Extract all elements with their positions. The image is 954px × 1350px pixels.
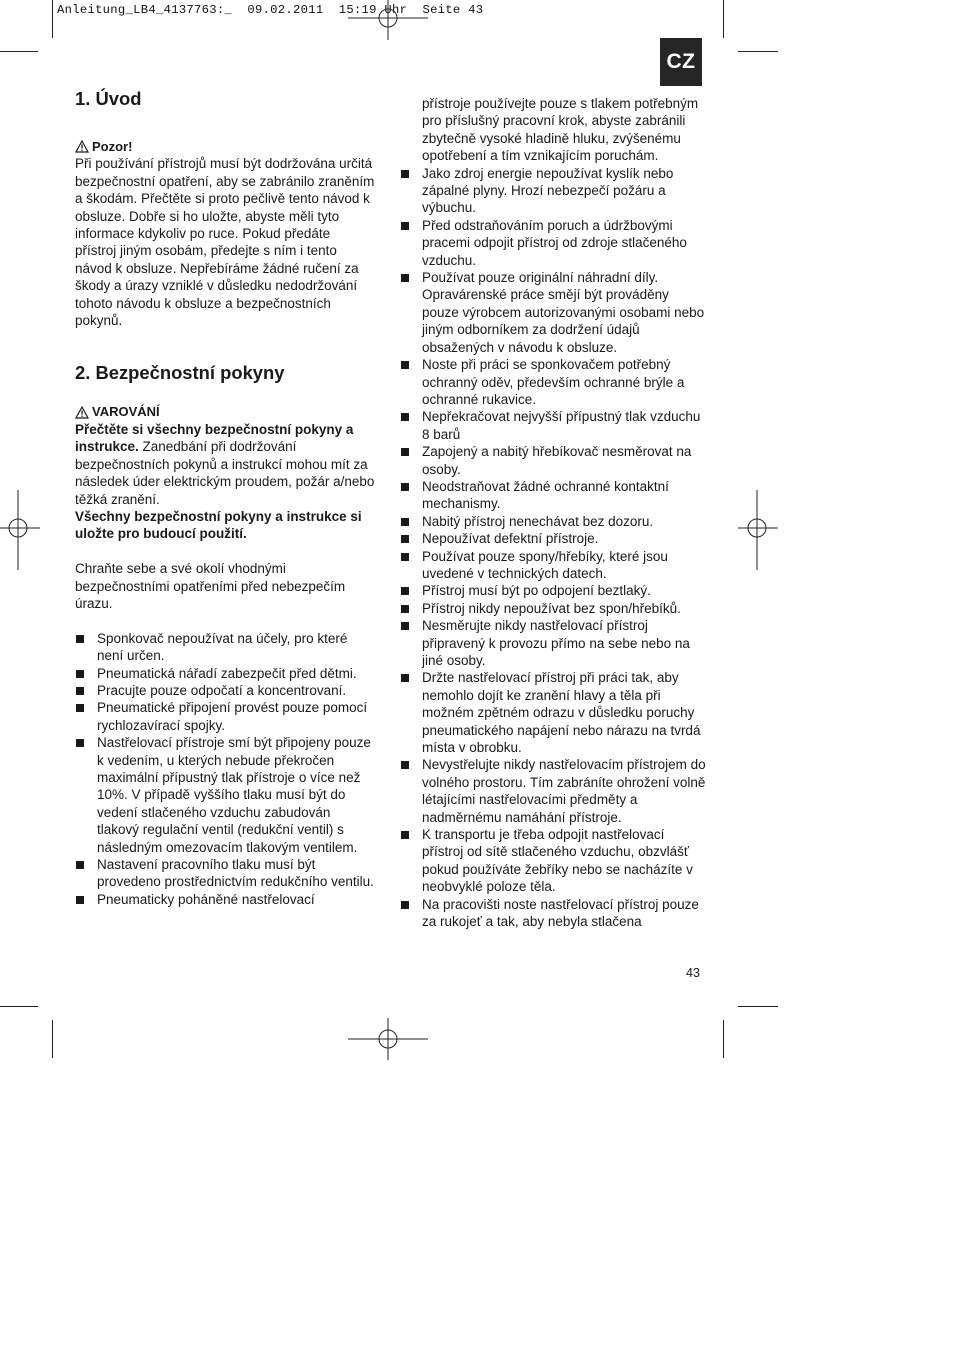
intro-paragraph: Při používání přístrojů musí být dodržována určitá bezpečnostní opatření, aby se zabránilo zraněním a škodám. Přečtěte si proto pečlivě tento návod k obsluze. Dobře si ho uložte, abyste měli tyto informace kdykoliv po ruce. Pokud předáte přístroj jiným osobám, předejte s ním i tento návod k obsluze. Nepřebíráme žádné ručení za škody a úrazy vzniklé v důsledku nedodržování tohoto návodu k obsluze a bezpečnostních pokynů. [75,156,375,329]
list-item: Používat pouze originální náhradní díly. Opravárenské práce smějí být prováděny pouze výrobcem autorizovanými osobami nebo jiným odborníkem za dodržení údajů obsažených v návodu k obsluze. [400,269,706,356]
list-item: Zapojený a nabitý hřebíkovač nesměrovat na osoby. [400,443,706,478]
warning-paragraph [75,421,375,508]
protect-paragraph: Chraňte sebe a své okolí vhodnými bezpečnostními opatřeními před nebezpečím úrazu. [75,561,346,611]
list-item: Na pracovišti noste nastřelovací přístroj pouze za rukojeť a tak, aby nebyla stlačena [400,896,706,931]
list-item: Nepřekračovat nejvyšší přípustný tlak vzduchu 8 barů [400,408,706,443]
registration-mark-right [738,490,778,570]
crop-mark [723,1020,724,1058]
left-column [75,88,375,908]
crop-mark [738,1006,778,1007]
list-item: Nesměrujte nikdy nastřelovací přístroj připravený k provozu přímo na sebe nebo na jiné osoby. [400,617,706,669]
warning-triangle-icon [75,406,89,419]
list-item: Pneumatická nářadí zabezpečit před dětmi. [75,665,375,682]
registration-mark-left [0,490,40,570]
crop-mark [52,0,53,38]
list-item: K transportu je třeba odpojit nastřelovací přístroj od sítě stlačeného vzduchu, obzvlášť pokud používáte žebříky nebo se nacházíte v neobvyklé poloze těla. [400,826,706,896]
list-item: Nevystřelujte nikdy nastřelovacím přístrojem do volného prostoru. Tím zabráníte ohrožení volně létajícími nastřelovacími předměty a nadměrnému namáhání přístroje. [400,756,706,826]
list-item: Před odstraňováním poruch a údržbovými pracemi odpojit přístroj od zdroje stlačeného vzduchu. [400,217,706,269]
warning-label: VAROVÁNÍ [92,404,160,420]
crop-mark [0,51,38,52]
warning-heading [75,403,375,420]
section-title: 2. Bezpečnostní pokyny [75,362,285,384]
section-title: 1. Úvod [75,88,142,109]
list-item: Nastřelovací přístroje smí být připojeny pouze k vedením, u kterých nebude překročen maximální přípustný tlak přístroje o více než 10%. V případě vyššího tlaku musí být do vedení stlačeného vzduchu zabudován tlakový regulační ventil (redukční ventil) s následným omezovacím tlakovým ventilem. [75,734,375,856]
list-item: Nepoužívat defektní přístroje. [400,530,706,547]
keep-instructions: Všechny bezpečnostní pokyny a instrukce si uložte pro budoucí použití. [75,508,362,542]
list-item: Nabitý přístroj nenechávat bez dozoru. [400,513,706,530]
list-item: Pneumatické připojení provést pouze pomocí rychlozavírací spojky. [75,699,375,734]
list-item: Používat pouze spony/hřebíky, které jsou uvedené v technických datech. [400,548,706,583]
list-item: Pneumaticky poháněné nastřelovací [75,891,375,908]
safety-list-right [400,165,706,931]
crop-mark [738,51,778,52]
registration-mark-bottom [348,1018,428,1060]
list-item: Sponkovač nepoužívat na účely, pro které není určen. [75,630,375,665]
crop-mark [52,1020,53,1058]
list-item: Neodstraňovat žádné ochranné kontaktní mechanismy. [400,478,706,513]
page-number: 43 [686,966,700,980]
warning-intro-rest: Zanedbání při dodržování bezpečnostních pokynů a instrukcí mohou mít za následek úder elektrickým proudem, požár a/nebo těžká zranění. [75,439,375,507]
list-item: Jako zdroj energie nepoužívat kyslík nebo zápalné plyny. Hrozí nebezpečí požáru a výbuchu. [400,165,706,217]
list-item: Noste při práci se sponkovačem potřebný ochranný oděv, především ochranné brýle a ochranné rukavice. [400,356,706,408]
crop-mark [0,1006,38,1007]
warning-heading [75,138,375,155]
list-item: Pracujte pouze odpočatí a koncentrovaní. [75,682,375,699]
safety-list-left [75,630,375,909]
list-item: Přístroj musí být po odpojení beztlaký. [400,582,706,599]
warning-triangle-icon [75,140,89,153]
registration-mark-top [348,0,428,40]
language-tab: CZ [660,38,702,86]
list-item: Nastavení pracovního tlaku musí být provedeno prostřednictvím redukčního ventilu. [75,856,375,891]
warning-label: Pozor! [92,139,133,154]
warning-bold-intro: Přečtěte si všechny bezpečnostní pokyny a instrukce. [75,421,354,455]
continued-list-item: přístroje používejte pouze s tlakem potřebným pro příslušný pracovní krok, abyste zabránili zbytečně vysoké hladině hluku, zvýšenému opotřebení a tím vznikajícím poruchám. [422,96,699,164]
print-slug: Anleitung_LB4_4137763:_ 09.02.2011 15:19 Uhr Seite 43 [57,3,484,17]
list-item: Držte nastřelovací přístroj při práci tak, aby nemohlo dojít ke zranění hlavy a těla při možném zpětném odrazu v důsledku poruchy pneumatického napájení nebo nárazu na tvrdá místa v obrobku. [400,669,706,756]
crop-mark [723,0,724,38]
right-column [400,95,706,931]
list-item: Přístroj nikdy nepoužívat bez spon/hřebíků. [400,600,706,617]
